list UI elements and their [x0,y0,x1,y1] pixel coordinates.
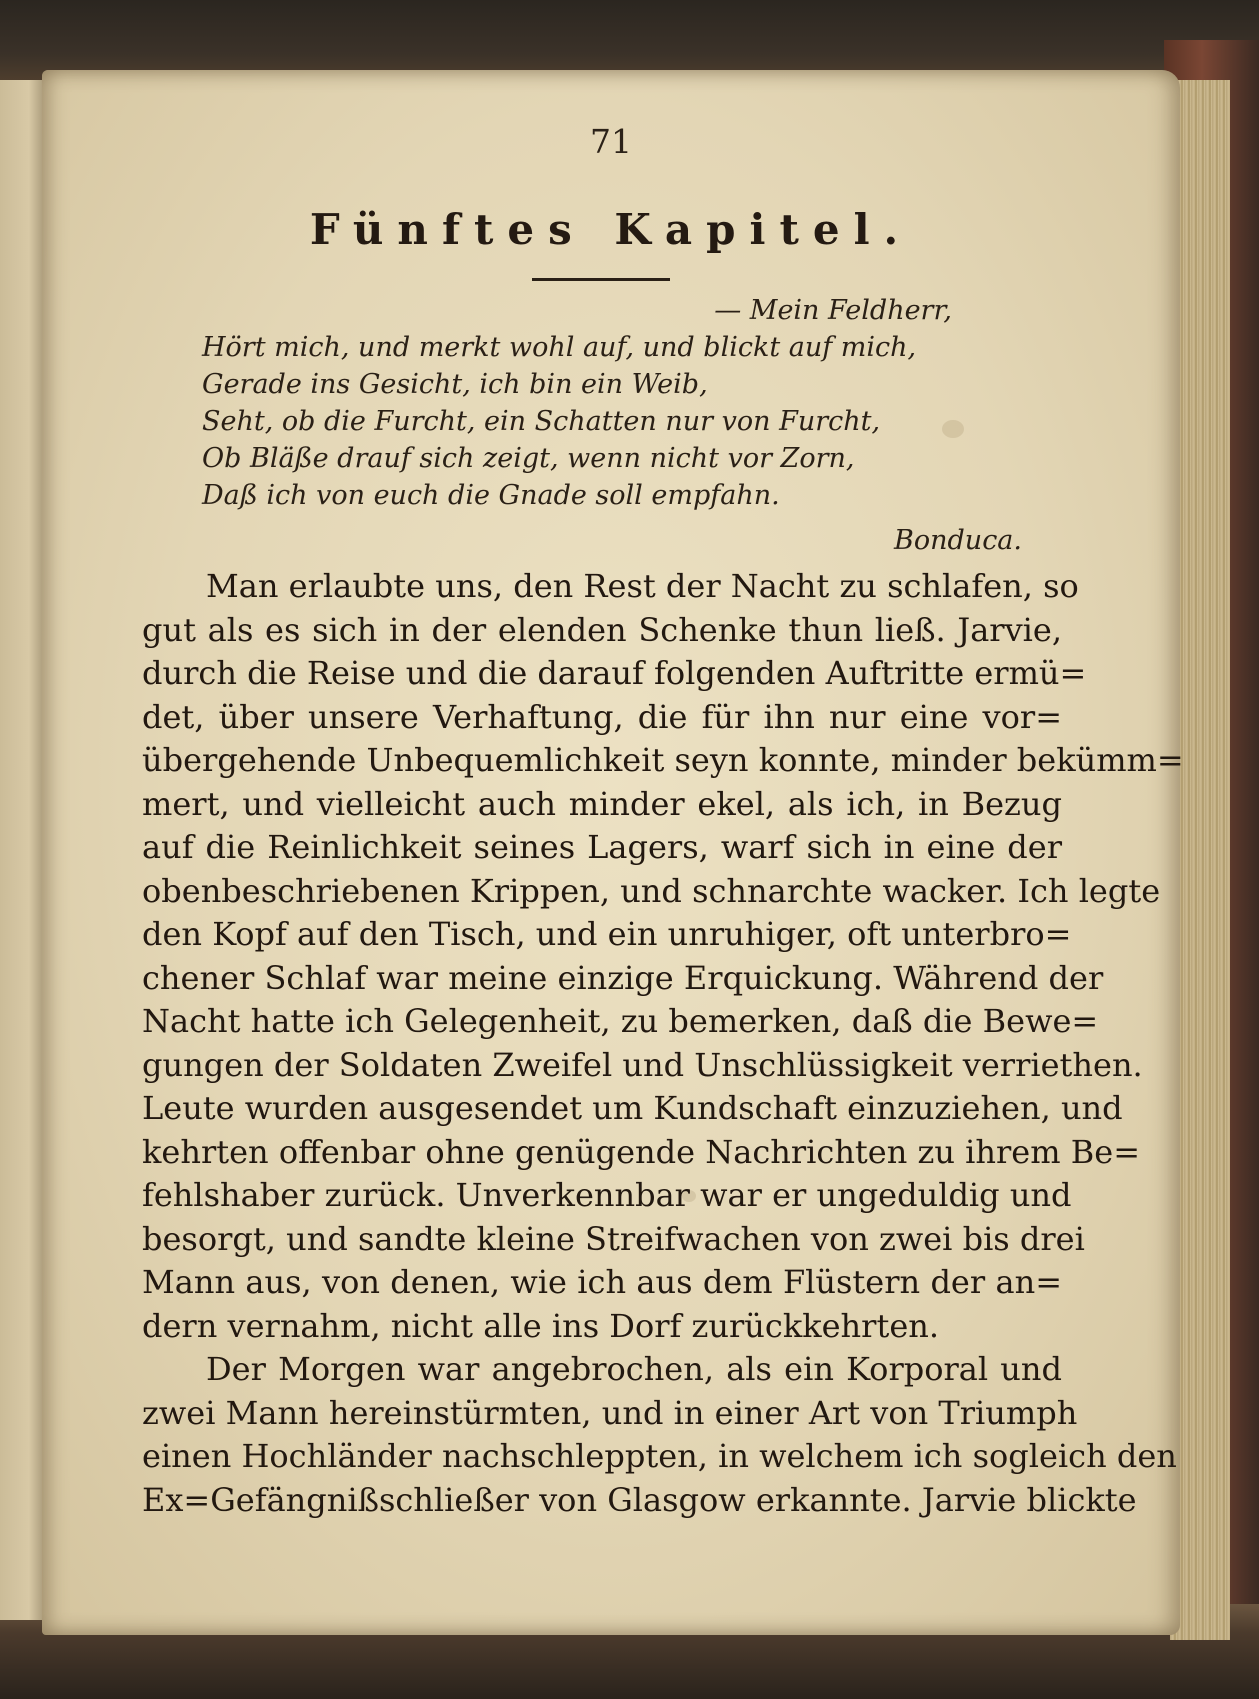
page-number: 71 [590,122,632,161]
epigraph [202,292,1022,559]
epigraph-line: Seht, ob die Furcht, ein Schatten nur von Furcht, [202,406,881,437]
body-line: den Kopf auf den Tisch, und ein unruhiger, oft unterbro= [142,915,1072,953]
body-line: gungen der Soldaten Zweifel und Unschlüssigkeit verriethen. [142,1045,1143,1084]
epigraph-line: — Mein Feldherr, [714,295,952,326]
body-line: obenbeschriebenen Krippen, und schnarchte wacker. Ich legte [142,871,1161,910]
body-line: besorgt, und sandte kleine Streifwachen von zwei bis drei [142,1219,1085,1258]
epigraph-line: Ob Bläße drauf sich zeigt, wenn nicht vor Zorn, [202,443,855,474]
epigraph-author: Bonduca. [894,525,1022,556]
body-line: gut als es sich in der elenden Schenke thun ließ. Jarvie, [142,610,1062,649]
body-line: übergehende Unbequemlichkeit seyn konnte, minder bekümm= [142,741,1184,779]
body-line: Man erlaubte uns, den Rest der Nacht zu schlafen, so [206,567,1079,605]
title-rule [532,278,670,281]
body-line: Ex=Gefängnißschließer von Glasgow erkannte. Jarvie blickte [142,1480,1137,1519]
body-line: Leute wurden ausgesendet um Kundschaft einzuziehen, und [142,1089,1123,1127]
chapter-title: Fünftes Kapitel. [309,205,913,254]
book-page [42,70,1184,1635]
body-line: durch die Reise und die darauf folgenden Auftritte ermü= [142,654,1087,692]
epigraph-line: Daß ich von euch die Gnade soll empfahn. [202,480,780,511]
body-text [142,565,1184,1522]
epigraph-line: Hört mich, und merkt wohl auf, und blickt auf mich, [202,332,917,363]
left-page-edge [0,80,48,1620]
body-line: Mann aus, von denen, wie ich aus dem Flüstern der an= [142,1263,1062,1301]
body-line: Der Morgen war angebrochen, als ein Korporal und [206,1350,1062,1388]
body-line: kehrten offenbar ohne genügende Nachrichten zu ihrem Be= [142,1132,1140,1171]
body-line: fehlshaber zurück. Unverkennbar war er ungeduldig und [142,1176,1072,1214]
body-line: chener Schlaf war meine einzige Erquickung. Während der [142,958,1104,997]
epigraph-line: Gerade ins Gesicht, ich bin ein Weib, [202,369,708,400]
body-line: zwei Mann hereinstürmten, und in einer Art von Triumph [142,1393,1078,1432]
body-line: einen Hochländer nachschleppten, in welchem ich sogleich den [142,1437,1177,1475]
body-line: det, über unsere Verhaftung, die für ihn nur eine vor= [142,697,1062,736]
body-line: dern vernahm, nicht alle ins Dorf zurückkehrten. [142,1306,940,1345]
body-line: mert, und vielleicht auch minder ekel, als ich, in Bezug [142,784,1062,823]
body-line: Nacht hatte ich Gelegenheit, zu bemerken, daß die Bewe= [142,1002,1099,1040]
body-line: auf die Reinlichkeit seines Lagers, warf sich in eine der [142,828,1062,866]
